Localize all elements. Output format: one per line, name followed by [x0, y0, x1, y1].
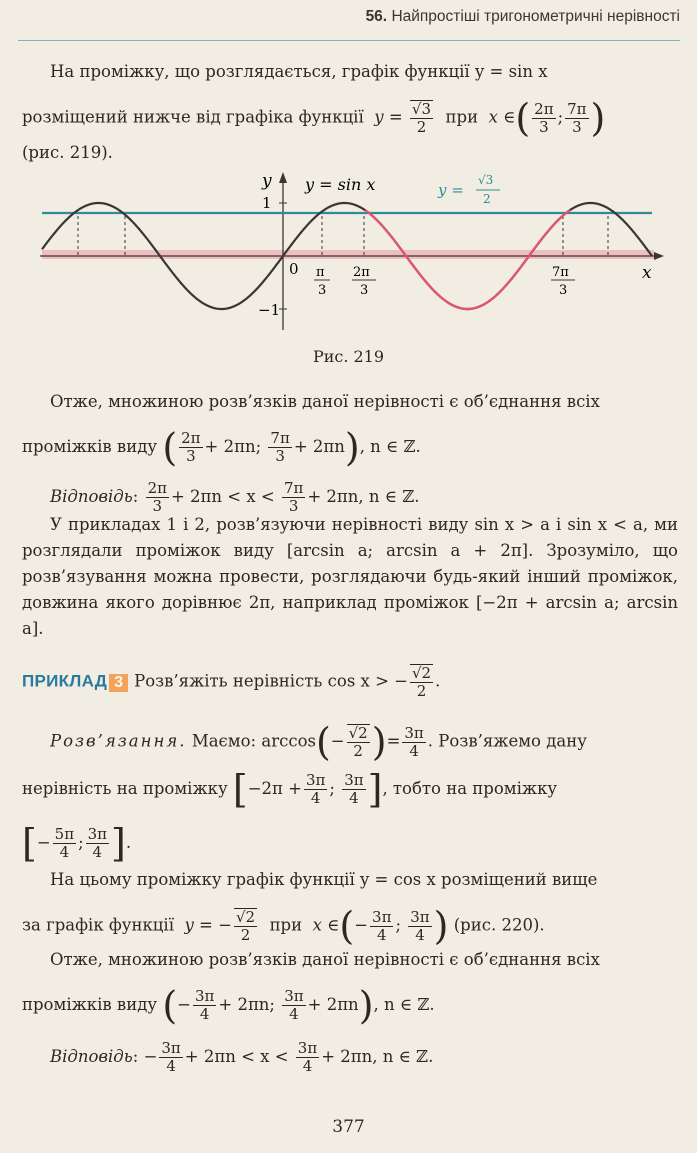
- frac-num: 3π: [194, 987, 215, 1005]
- frac-num: 3π: [372, 907, 392, 926]
- frac-num: 3π: [344, 771, 364, 789]
- frac-num: 2π: [147, 479, 167, 497]
- plus-2pin: + 2πn;: [204, 437, 262, 456]
- minus: −: [330, 731, 345, 751]
- frac-den: 2: [353, 742, 363, 760]
- example-label: ПРИКЛАД: [22, 671, 108, 691]
- frac-num: √2: [348, 724, 368, 742]
- p2-line2-text: проміжків виду: [22, 437, 158, 456]
- frac-den: 4: [349, 789, 359, 807]
- solution-label: Розв’язання.: [50, 731, 187, 751]
- frac-3pi-4: [408, 909, 431, 944]
- frac-2pi-3: [179, 430, 202, 465]
- y-axis-arrow: [279, 172, 287, 183]
- minus: −: [354, 915, 369, 935]
- page-number: 377: [332, 1117, 365, 1137]
- frac-7pi-3: [282, 480, 305, 515]
- p2-line1: Отже, множиною розв’язків даної нерівності є об’єднання всіх: [50, 392, 600, 411]
- solution-line3: [− $\frac{5\pi}{4}$ ; $\frac{3\pi}{4}$ ].: [22, 821, 132, 866]
- p5-line1: Отже, множиною розв’язків даної нерівності є об’єднання всіх: [50, 950, 600, 969]
- semicolon: ;: [329, 779, 335, 798]
- tick-7pi: 7π: [552, 265, 569, 280]
- solution-line2: нерівність на проміжку [−2π + $\frac{3\pi}{4}$ ; $\frac{3\pi}{4}$ ], тобто на проміжку: [22, 767, 558, 812]
- example-number: 3: [109, 674, 128, 692]
- frac-num: √3: [411, 100, 432, 118]
- solution-band: [42, 250, 654, 259]
- tick-2pi-den: 3: [360, 283, 369, 298]
- section-number: 56.: [365, 8, 388, 25]
- frac-3pi-4: [296, 1040, 319, 1075]
- solution-arccos: Маємо: arccos: [191, 731, 316, 751]
- frac-7pi-3: [565, 101, 588, 136]
- frac-num: 2π: [181, 429, 201, 447]
- p4-at: при: [269, 915, 303, 935]
- dot: .: [125, 833, 132, 852]
- answer-end: + 2πn, n ∈ ℤ.: [321, 1047, 434, 1066]
- frac-num: √2: [235, 908, 256, 926]
- minus: −: [177, 995, 191, 1014]
- frac-5pi-4: [53, 826, 76, 861]
- solution-line2-tail: , тобто на проміжку: [382, 779, 558, 798]
- curve-label: y = sin x: [305, 175, 376, 194]
- frac-num: √2: [412, 664, 432, 682]
- frac-den: 4: [409, 741, 419, 760]
- frac-2pi-3: [532, 101, 555, 136]
- frac-num: 7π: [567, 99, 587, 118]
- frac-num: 3π: [410, 907, 430, 926]
- header-rule: [18, 40, 680, 41]
- frac-num: 2π: [534, 99, 554, 118]
- section-title: Найпростіші тригонометричні нерівності: [391, 8, 680, 25]
- frac-den: 3: [539, 117, 549, 136]
- frac-3pi-4: [304, 772, 327, 807]
- answer-label: Відповідь: [50, 487, 133, 506]
- x-axis-arrow: [654, 252, 664, 260]
- frac-num: 7π: [283, 479, 304, 497]
- frac-den: 4: [59, 843, 70, 861]
- frac-den: 2: [416, 118, 427, 136]
- frac-7pi-3: [268, 430, 291, 465]
- plus-2pin: + 2πn;: [218, 995, 275, 1014]
- minus: −: [143, 1047, 158, 1066]
- frac-num: 3π: [284, 987, 304, 1005]
- frac-num: 3π: [305, 771, 326, 789]
- frac-sqrt2-2: [410, 664, 433, 700]
- semicolon: ;: [557, 107, 564, 127]
- label-1: 1: [262, 194, 272, 212]
- dot: .: [435, 671, 441, 691]
- n-in-z: , n ∈ ℤ.: [359, 437, 421, 456]
- plus-2pin: + 2πn: [307, 995, 359, 1014]
- p4-x-in: x ∈: [312, 915, 340, 935]
- frac-den: 3: [288, 497, 299, 515]
- p4-figure-ref: (рис. 220).: [453, 915, 545, 935]
- p1-line3: (рис. 219).: [22, 143, 113, 162]
- p4-line2: за графік функції y = − $\frac{√2}{2}$ при x ∈(− $\frac{3\pi}{4}$ ; $\frac{3\pi}{4}$ ) (рис. 220).: [22, 904, 545, 948]
- answer-1: [50, 480, 420, 515]
- semicolon: ;: [78, 833, 84, 852]
- frac-num: 3π: [161, 1039, 181, 1057]
- frac-2pi-3: [146, 480, 169, 515]
- p4-line1: На цьому проміжку графік функції y = cos x розміщений вище: [50, 870, 598, 889]
- frac-num: 5π: [54, 825, 75, 843]
- label-origin: 0: [289, 260, 299, 278]
- line-label-num: √3: [478, 173, 494, 187]
- n-in-z: , n ∈ ℤ.: [373, 995, 435, 1014]
- frac-den: 4: [199, 1005, 210, 1023]
- frac-3pi-4: [193, 988, 216, 1023]
- frac-den: 4: [166, 1057, 176, 1075]
- semicolon: ;: [395, 915, 402, 935]
- frac-num: 7π: [270, 429, 290, 447]
- frac-den: 2: [240, 926, 251, 944]
- minus: −: [36, 833, 51, 852]
- answer-2: [50, 1040, 433, 1075]
- frac-den: 4: [310, 789, 321, 807]
- frac-den: 4: [302, 1057, 313, 1075]
- example-3: [22, 664, 440, 700]
- frac-den: 4: [289, 1005, 299, 1023]
- solution-interval-text: нерівність на проміжку: [22, 779, 228, 798]
- p1-x-in: x ∈: [488, 107, 516, 127]
- label-y: y: [262, 171, 272, 191]
- frac-den: 4: [415, 925, 425, 944]
- frac-den: 3: [572, 117, 582, 136]
- label-minus1: −1: [258, 301, 281, 319]
- frac-3pi-4: [342, 772, 365, 807]
- tick-pi-den: 3: [318, 283, 327, 298]
- p5-line2-text: проміжків виду: [22, 995, 158, 1014]
- plus-2pin: + 2πn: [293, 437, 345, 456]
- figure-219: [0, 170, 697, 345]
- frac-den: 4: [376, 925, 387, 944]
- solution-line1: Розв’язання. Маємо: arccos(− $\frac{√2}{2}$ )= $\frac{3\pi}{4}$ . Розв’яжемо дану: [50, 720, 587, 764]
- frac-3pi-4: [159, 1040, 182, 1075]
- frac-sqrt2-2: [234, 908, 257, 944]
- p1-y-eq: y =: [374, 107, 403, 127]
- frac-sqrt2-2: [347, 724, 370, 760]
- colon: :: [132, 487, 139, 506]
- sine-highlight: [365, 210, 570, 309]
- frac-num: 3π: [87, 825, 108, 843]
- answer-mid: + 2πn < x <: [184, 1047, 289, 1066]
- answer-label: Відповідь: [50, 1047, 133, 1066]
- frac-3pi-4: [402, 725, 425, 760]
- frac-3pi-4: [370, 909, 393, 944]
- line-label-den: 2: [483, 192, 491, 206]
- p4-y-eq: y = −: [184, 915, 232, 935]
- tick-pi: π: [316, 265, 325, 280]
- figure-caption: Рис. 219: [312, 347, 385, 366]
- p1-line2: розміщений нижче від графіка функції y = $\frac{√3}{2}$ при x ∈( $\frac{2\pi}{3}$ ; $\frac{7\pi}{3}$ ): [22, 96, 606, 140]
- solution-tail: . Розв’яжемо дану: [427, 731, 587, 751]
- running-header: [0, 8, 680, 26]
- frac-den: 3: [275, 447, 285, 465]
- frac-3pi-4: [86, 826, 109, 861]
- answer-end: + 2πn, n ∈ ℤ.: [307, 487, 420, 506]
- frac-den: 3: [186, 447, 196, 465]
- equals: =: [386, 731, 401, 751]
- colon: :: [132, 1047, 139, 1066]
- p5-line2: проміжків виду (− $\frac{3\pi}{4}$ + 2πn; $\frac{3\pi}{4}$ + 2πn), n ∈ ℤ.: [22, 983, 435, 1028]
- frac-den: 3: [152, 497, 163, 515]
- p4-line2-text: за графік функції: [22, 915, 174, 935]
- frac-num: 3π: [404, 723, 424, 742]
- example-text: Розв’яжіть нерівність cos x > −: [134, 671, 408, 691]
- p3-paragraph: У прикладах 1 і 2, розв’язуючи нерівності виду sin x > a і sin x < a, ми розглядали проміжок виду [arcsin a; arcsin a + 2π]. Зрозуміло, що розв’язування можна провести, розглядаючи будь-який інший проміжок, довжина якого дорівнює 2π, наприклад проміжок [−2π + arcsin a; arcsin a].: [22, 515, 678, 638]
- p1-line2-text: розміщений нижче від графіка функції: [22, 107, 364, 127]
- answer-mid: + 2πn < x <: [170, 487, 275, 506]
- p1-line1: На проміжку, що розглядається, графік функції y = sin x: [50, 62, 548, 81]
- line-label-y: y =: [438, 181, 464, 199]
- p2-line2: проміжків виду ( $\frac{2\pi}{3}$ + 2πn; $\frac{7\pi}{3}$ + 2πn), n ∈ ℤ.: [22, 425, 421, 470]
- tick-2pi: 2π: [353, 265, 370, 280]
- frac-den: 4: [92, 843, 103, 861]
- minus-2pi: −2π +: [247, 779, 302, 798]
- tick-7pi-den: 3: [559, 283, 568, 298]
- p1-at: при: [445, 107, 479, 127]
- frac-num: 3π: [297, 1039, 318, 1057]
- frac-den: 2: [416, 682, 427, 700]
- frac-sqrt3-over-2: [410, 100, 433, 136]
- label-x: x: [642, 263, 652, 283]
- frac-3pi-4: [282, 988, 305, 1023]
